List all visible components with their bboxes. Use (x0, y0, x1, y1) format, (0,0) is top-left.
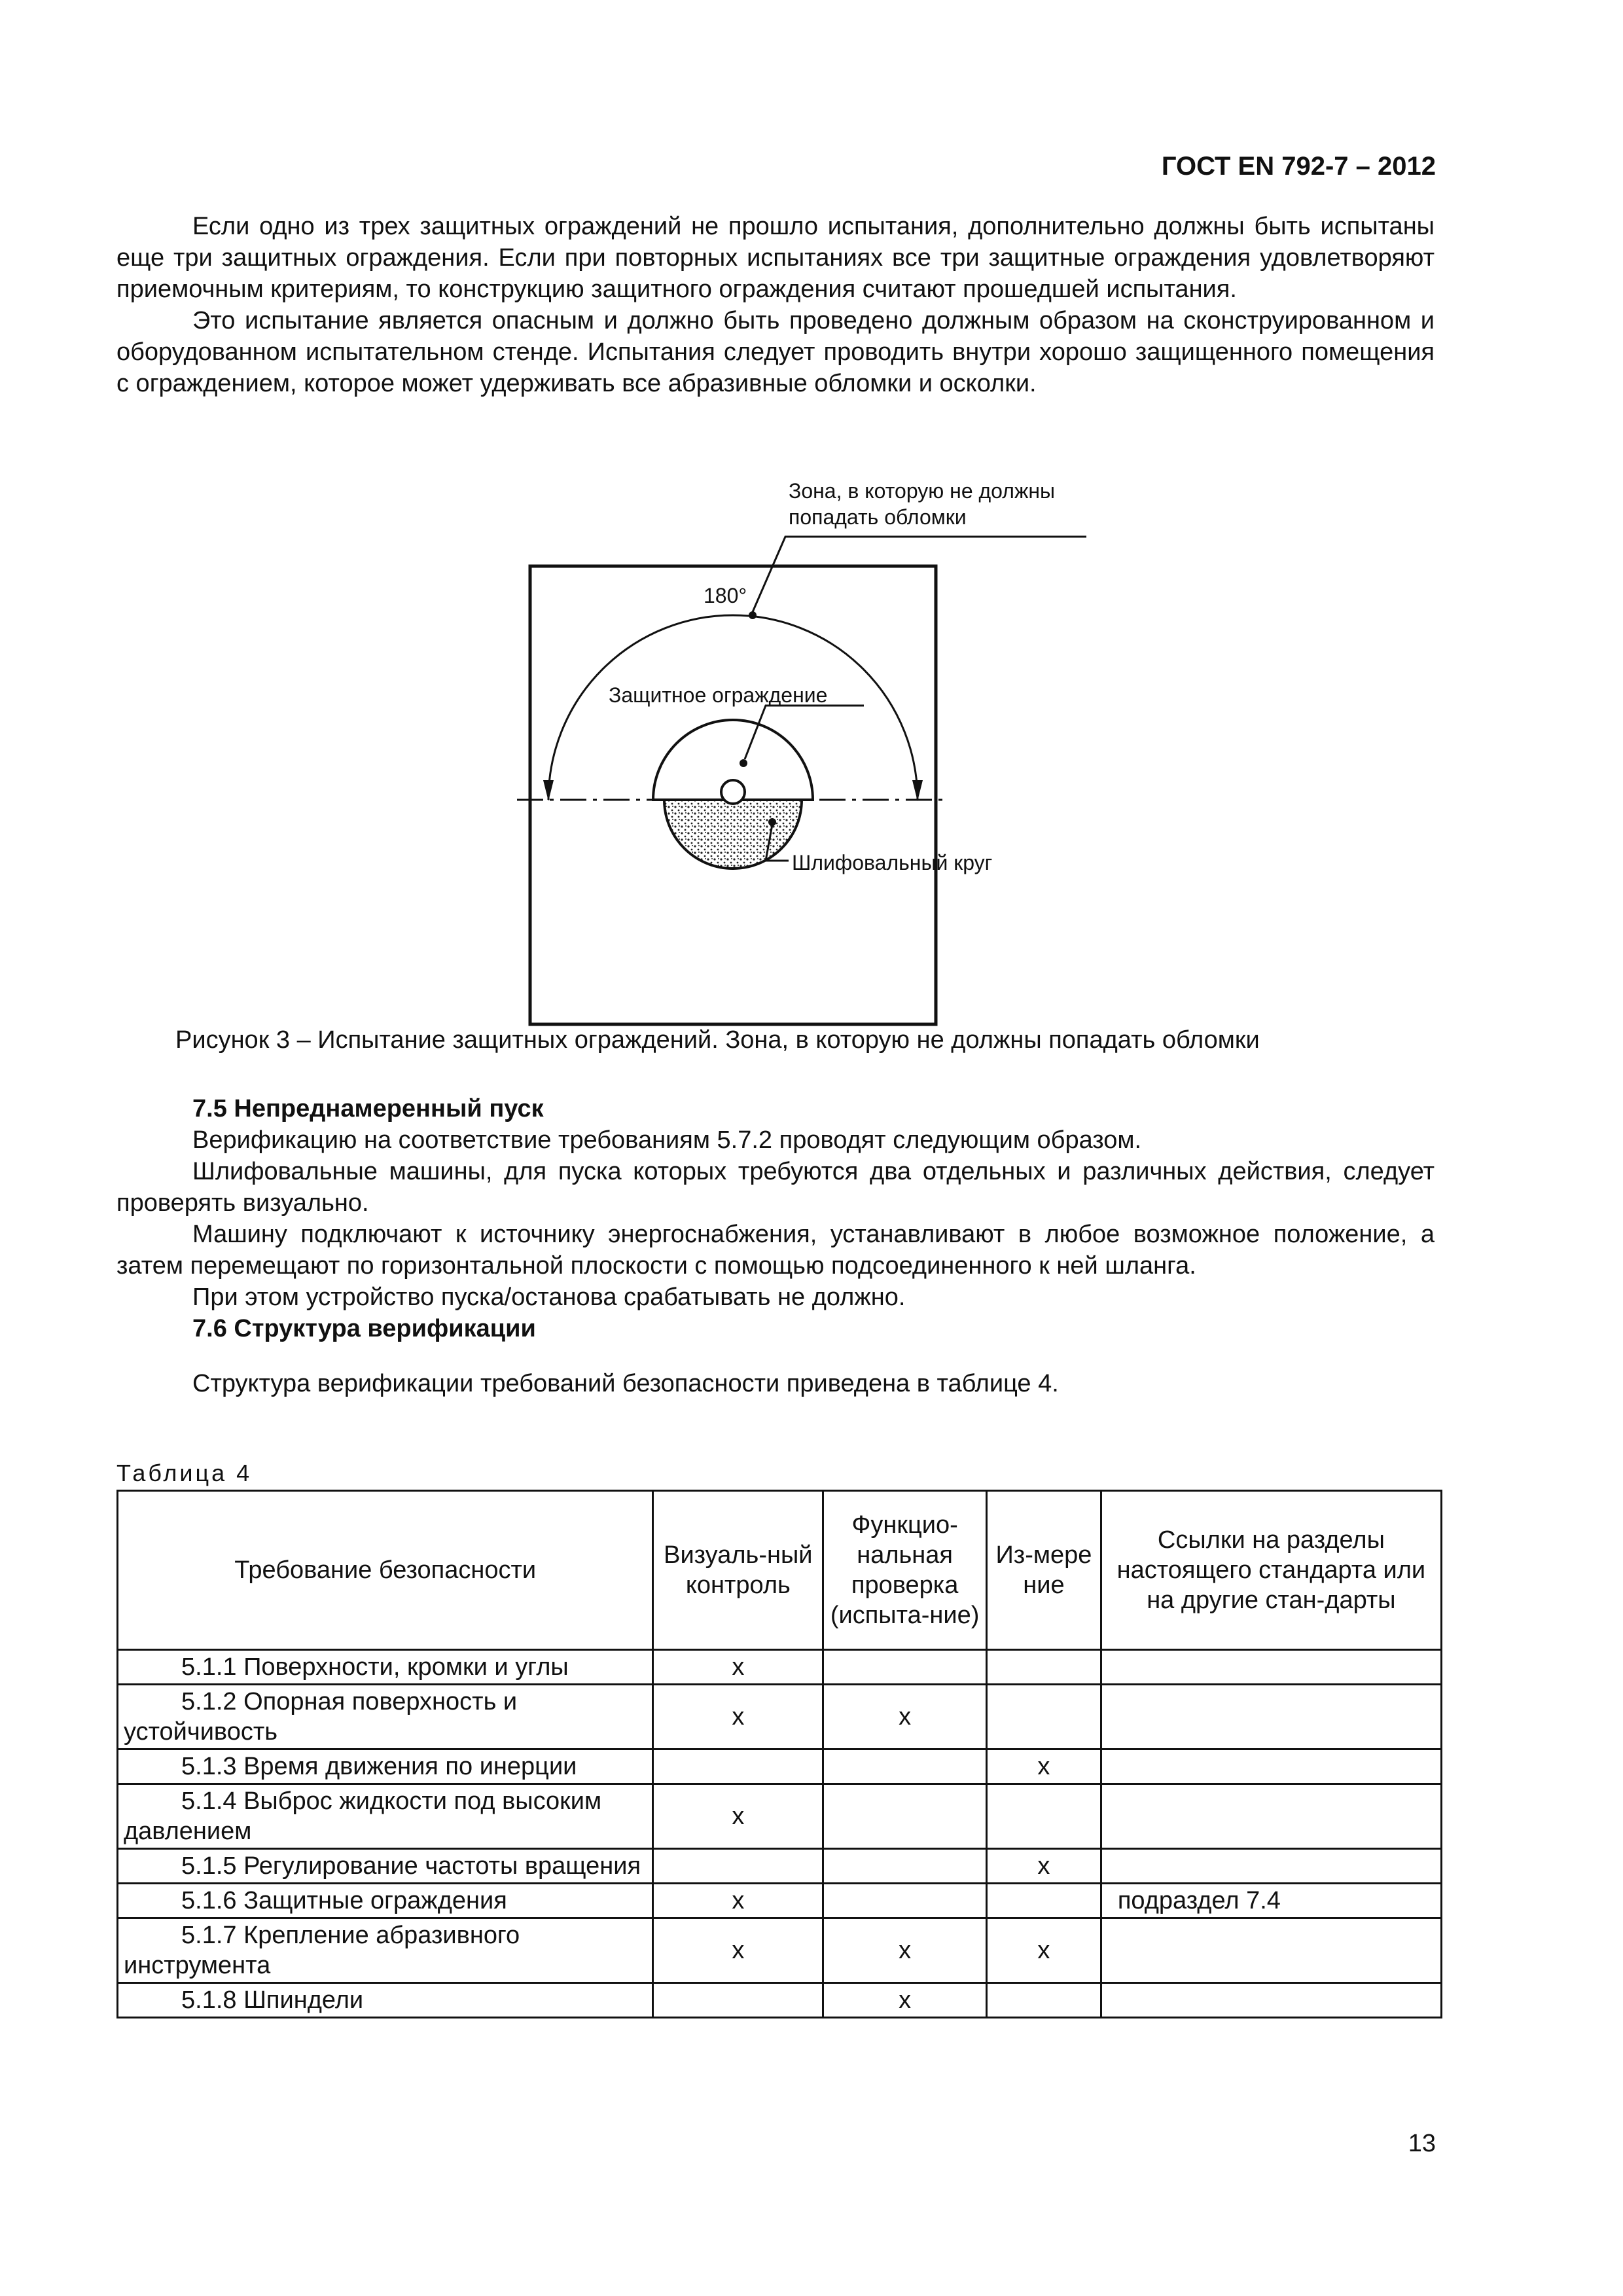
document-header: ГОСТ EN 792-7 – 2012 (1161, 152, 1436, 181)
cell-references (1101, 1749, 1441, 1784)
cell-visual: x (653, 1650, 823, 1685)
zone-label-line2: попадать обломки (789, 505, 967, 529)
cell-requirement: 5.1.8 Шпиндели (118, 1983, 653, 2018)
cell-references (1101, 1784, 1441, 1849)
cell-measurement (987, 1784, 1101, 1849)
guard-label: Защитное ограждение (609, 683, 828, 707)
table-row (118, 1685, 1442, 1749)
cell-requirement: 5.1.7 Крепление абразивного инструмента (118, 1918, 653, 1983)
page-number: 13 (1408, 2130, 1436, 2157)
cell-visual: x (653, 1685, 823, 1749)
arc-arrow-right (912, 780, 923, 801)
guard-test-diagram (510, 478, 1113, 1028)
cell-references (1101, 1849, 1441, 1884)
grinding-wheel (664, 800, 802, 869)
cell-functional (823, 1884, 987, 1918)
intro-paragraph-1: Если одно из трех защитных ограждений не прошло испытания, дополнительно должны быть испытаны еще три защитных ограждения. Если при повторных испытаниях все три защитные ограждения удовлетворяют приемочным критериям, то конструкцию защитного ограждения считают прошедшей испытания. (116, 213, 1435, 303)
intro-text (116, 211, 1435, 399)
table-row (118, 1650, 1442, 1685)
cell-visual (653, 1749, 823, 1784)
table-row (118, 1849, 1442, 1884)
figure-caption: Рисунок 3 – Испытание защитных ограждений. Зона, в которую не должны попадать обломки (175, 1026, 1260, 1054)
cell-functional (823, 1749, 987, 1784)
cell-visual (653, 1849, 823, 1884)
cell-references (1101, 1918, 1441, 1983)
cell-requirement: 5.1.2 Опорная поверхность и устойчивость (118, 1685, 653, 1749)
table-header-row (118, 1491, 1442, 1650)
header-functional: Функцио-нальная проверка (испыта-ние) (823, 1491, 987, 1650)
figure-3 (510, 478, 1113, 1028)
section-7-5-paragraph-2: Шлифовальные машины, для пуска которых требуются два отдельных и различных действия, следует проверять визуально. (116, 1158, 1435, 1217)
table-row (118, 1918, 1442, 1983)
section-7-5-paragraph-3: Машину подключают к источнику энергоснабжения, устанавливают в любое возможное положение, а затем перемещают по горизонтальной плоскости с помощью подсоединенного к ней шланга. (116, 1221, 1435, 1280)
cell-visual: x (653, 1918, 823, 1983)
table-row (118, 1749, 1442, 1784)
cell-requirement: 5.1.3 Время движения по инерции (118, 1749, 653, 1784)
cell-measurement: x (987, 1918, 1101, 1983)
cell-measurement (987, 1685, 1101, 1749)
header-references: Ссылки на разделы настоящего стандарта или на другие стан-дарты (1101, 1491, 1441, 1650)
table-4 (116, 1490, 1442, 2018)
cell-measurement: x (987, 1849, 1101, 1884)
section-7-5-paragraph-4: При этом устройство пуска/останова срабатывать не должно. (192, 1283, 906, 1311)
cell-functional (823, 1784, 987, 1849)
zone-leader-line (753, 537, 1086, 612)
cell-measurement (987, 1650, 1101, 1685)
header-measurement: Из-мере ние (987, 1491, 1101, 1650)
cell-references (1101, 1650, 1441, 1685)
section-7-5-heading: 7.5 Непреднамеренный пуск (192, 1095, 544, 1122)
header-requirement: Требование безопасности (118, 1491, 653, 1650)
cell-requirement: 5.1.1 Поверхности, кромки и углы (118, 1650, 653, 1685)
cell-requirement: 5.1.5 Регулирование частоты вращения (118, 1849, 653, 1884)
intro-paragraph-2: Это испытание является опасным и должно быть проведено должным образом на сконструированном и оборудованном испытательном стенде. Испытания следует проводить внутри хорошо защищенного помещения с ограждением, которое может удерживать все абразивные обломки и осколки. (116, 307, 1435, 397)
arc-arrow-left (543, 780, 554, 801)
table-row (118, 1983, 1442, 2018)
cell-visual (653, 1983, 823, 2018)
angle-label: 180° (704, 584, 747, 607)
cell-functional: x (823, 1983, 987, 2018)
cell-functional: x (823, 1918, 987, 1983)
wheel-leader-dot (768, 818, 776, 826)
section-7-5 (116, 1093, 1435, 1399)
cell-functional: x (823, 1685, 987, 1749)
table-row (118, 1784, 1442, 1849)
cell-functional (823, 1849, 987, 1884)
guard-leader-dot (740, 759, 747, 767)
cell-visual: x (653, 1784, 823, 1849)
section-7-6-paragraph-1: Структура верификации требований безопасности приведена в таблице 4. (192, 1370, 1059, 1397)
zone-label-line1: Зона, в которую не должны (789, 479, 1056, 503)
section-7-6-heading: 7.6 Структура верификации (192, 1315, 536, 1342)
header-visual: Визуаль-ный контроль (653, 1491, 823, 1650)
cell-measurement: x (987, 1749, 1101, 1784)
cell-measurement (987, 1983, 1101, 2018)
cell-functional (823, 1650, 987, 1685)
wheel-label: Шлифовальный круг (792, 851, 993, 874)
cell-visual: x (653, 1884, 823, 1918)
section-7-5-paragraph-1: Верификацию на соответствие требованиям 5.7.2 проводят следующим образом. (192, 1126, 1142, 1154)
cell-measurement (987, 1884, 1101, 1918)
cell-requirement: 5.1.4 Выброс жидкости под высоким давлением (118, 1784, 653, 1849)
cell-references (1101, 1685, 1441, 1749)
table-4-caption: Таблица 4 (116, 1460, 253, 1486)
zone-leader-dot (749, 611, 757, 619)
cell-references (1101, 1983, 1441, 2018)
table-row (118, 1884, 1442, 1918)
cell-references: подраздел 7.4 (1101, 1884, 1441, 1918)
cell-requirement: 5.1.6 Защитные ограждения (118, 1884, 653, 1918)
spindle-hub (721, 780, 745, 804)
